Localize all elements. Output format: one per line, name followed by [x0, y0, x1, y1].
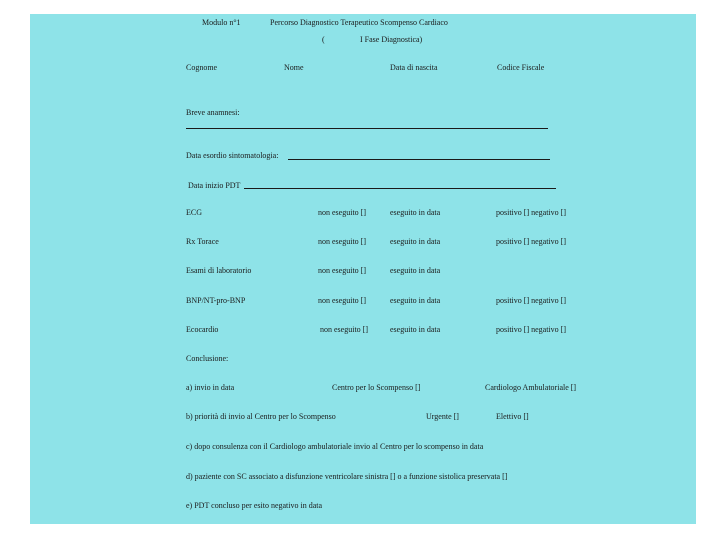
conclusion-b-urgent-option[interactable]: Urgente []: [426, 412, 459, 421]
exam-result-options[interactable]: positivo [] negativo []: [496, 208, 566, 217]
conclusion-a-center-option[interactable]: Centro per lo Scompenso []: [332, 383, 421, 392]
exam-name: Rx Torace: [186, 237, 219, 246]
exam-not-done-option[interactable]: non eseguito []: [318, 208, 366, 217]
conclusion-b-elective-option[interactable]: Elettivo []: [496, 412, 529, 421]
exam-name: ECG: [186, 208, 202, 217]
exam-name: Esami di laboratorio: [186, 266, 252, 275]
name-label: Nome: [284, 63, 304, 72]
symptom-onset-label: Data esordio sintomatologia:: [186, 151, 279, 160]
form-subtitle: I Fase Diagnostica): [360, 35, 423, 44]
module-number: Modulo n°1: [202, 18, 241, 27]
conclusion-a-text: a) invio in data: [186, 383, 235, 392]
exam-done-date[interactable]: eseguito in data: [390, 266, 441, 275]
exam-name: BNP/NT-pro-BNP: [186, 296, 246, 305]
exam-done-date[interactable]: eseguito in data: [390, 237, 441, 246]
exam-done-date[interactable]: eseguito in data: [390, 325, 441, 334]
conclusion-b-text: b) priorità di invio al Centro per lo Scompenso: [186, 412, 336, 421]
exam-result-options[interactable]: positivo [] negativo []: [496, 296, 566, 305]
pdt-start-line[interactable]: [244, 188, 556, 189]
conclusion-e-text: e) PDT concluso per esito negativo in data: [186, 501, 323, 510]
exam-done-date[interactable]: eseguito in data: [390, 208, 441, 217]
conclusion-c-text: c) dopo consulenza con il Cardiologo ambulatoriale invio al Centro per lo scompenso in data: [186, 442, 484, 451]
exam-result-options[interactable]: positivo [] negativo []: [496, 325, 566, 334]
conclusion-a-cardio-option[interactable]: Cardiologo Ambulatoriale []: [485, 383, 577, 392]
conclusion-d-text: d) paziente con SC associato a disfunzione ventricolare sinistra [] o a funzione sistolica preservata []: [186, 472, 508, 481]
brief-history-line[interactable]: [186, 128, 548, 129]
exam-not-done-option[interactable]: non eseguito []: [318, 266, 366, 275]
birth-date-label: Data di nascita: [390, 63, 438, 72]
surname-label: Cognome: [186, 63, 218, 72]
exam-done-date[interactable]: eseguito in data: [390, 296, 441, 305]
form-sheet: [30, 14, 696, 524]
tax-code-label: Codice Fiscale: [497, 63, 545, 72]
subtitle-paren: (: [322, 35, 325, 44]
exam-name: Ecocardio: [186, 325, 219, 334]
exam-not-done-option[interactable]: non eseguito []: [318, 237, 366, 246]
conclusion-heading: Conclusione:: [186, 354, 229, 363]
brief-history-label: Breve anamnesi:: [186, 108, 240, 117]
exam-not-done-option[interactable]: non eseguito []: [318, 296, 366, 305]
pdt-start-label: Data inizio PDT: [188, 181, 241, 190]
form-title: Percorso Diagnostico Terapeutico Scompenso Cardiaco: [270, 18, 448, 27]
symptom-onset-line[interactable]: [288, 159, 550, 160]
exam-not-done-option[interactable]: non eseguito []: [320, 325, 368, 334]
exam-result-options[interactable]: positivo [] negativo []: [496, 237, 566, 246]
